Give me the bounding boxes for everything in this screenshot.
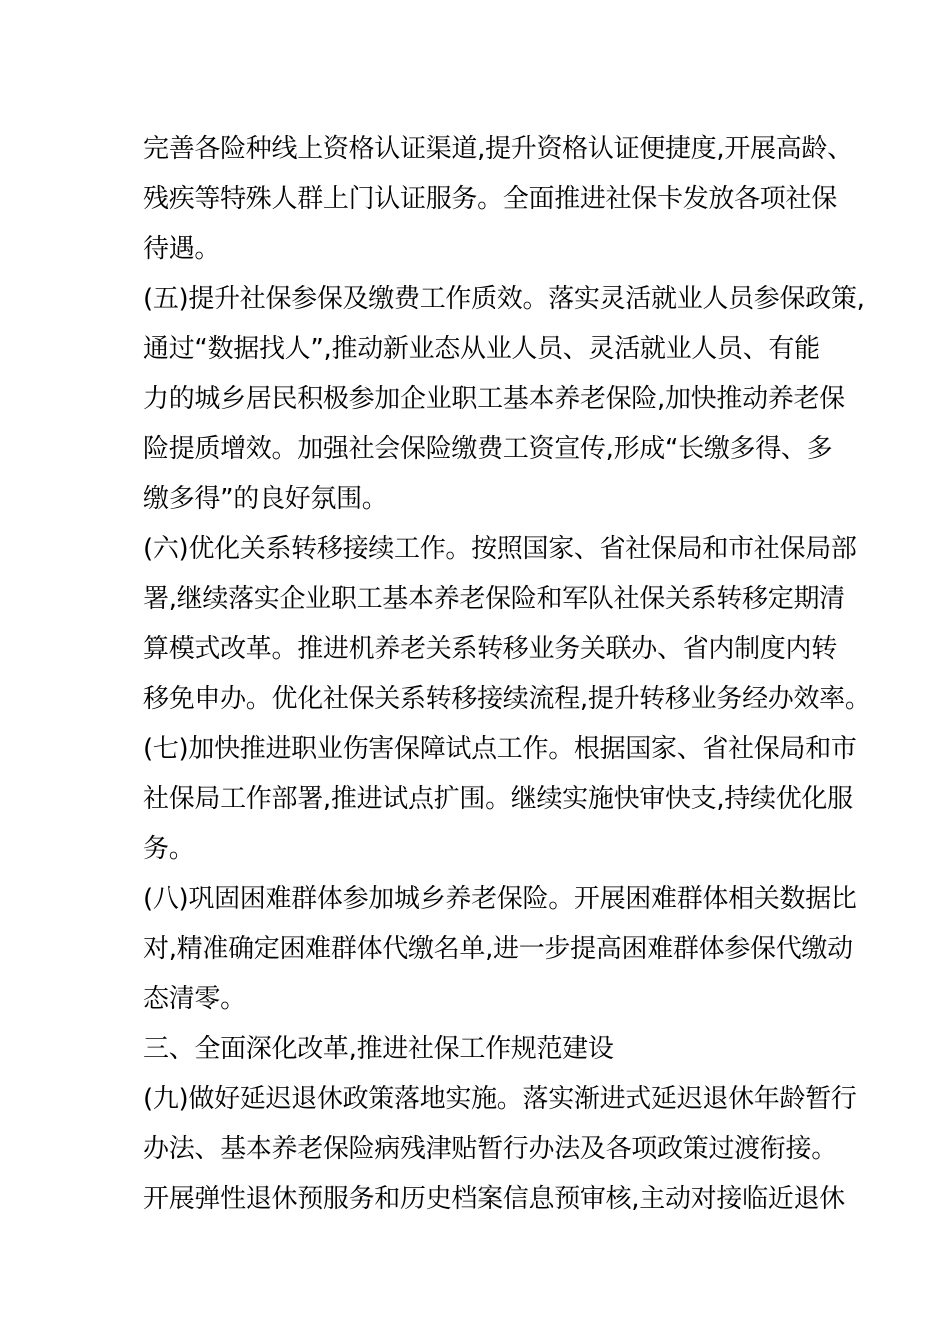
text-line: 署,继续落实企业职工基本养老保险和军队社保关系转移定期清 (143, 584, 845, 614)
text-line: (五)提升社保参保及缴费工作质效。落实灵活就业人员参保政策, (143, 284, 865, 314)
text-line: 残疾等特殊人群上门认证服务。全面推进社保卡发放各项社保 (143, 184, 837, 214)
text-line: (六)优化关系转移接续工作。按照国家、省社保局和市社保局部 (143, 534, 857, 564)
text-line: (九)做好延迟退休政策落地实施。落实渐进式延迟退休年龄暂行 (143, 1084, 857, 1114)
text-line: 算模式改革。推进机养老关系转移业务关联办、省内制度内转 (143, 634, 837, 664)
text-line: 开展弹性退休预服务和历史档案信息预审核,主动对接临近退休 (143, 1184, 845, 1214)
text-line: 完善各险种线上资格认证渠道,提升资格认证便捷度,开展高龄、 (143, 134, 853, 164)
text-line: 社保局工作部署,推进试点扩围。继续实施快审快支,持续优化服 (143, 784, 853, 814)
text-line: (八)巩固困难群体参加城乡养老保险。开展困难群体相关数据比 (143, 884, 857, 914)
text-line: 力的城乡居民积极参加企业职工基本养老保险,加快推动养老保 (143, 384, 845, 414)
body-text (143, 124, 871, 1224)
text-line: 务。 (143, 834, 195, 864)
text-line: 缴多得”的良好氛围。 (143, 484, 388, 514)
section-heading: 三、全面深化改革,推进社保工作规范建设 (143, 1034, 614, 1064)
text-line: 通过“数据找人”,推动新业态从业人员、灵活就业人员、有能 (143, 334, 820, 364)
text-line: 态清零。 (143, 984, 246, 1014)
text-line: 办法、基本养老保险病残津贴暂行办法及各项政策过渡衔接。 (143, 1134, 837, 1164)
text-line: 对,精准确定困难群体代缴名单,进一步提高困难群体参保代缴动 (143, 934, 853, 964)
text-line: (七)加快推进职业伤害保障试点工作。根据国家、省社保局和市 (143, 734, 857, 764)
text-line: 待遇。 (143, 234, 221, 264)
text-line: 险提质增效。加强社会保险缴费工资宣传,形成“长缴多得、多 (143, 434, 833, 464)
text-line: 移免申办。优化社保关系转移接续流程,提升转移业务经办效率。 (143, 684, 871, 714)
